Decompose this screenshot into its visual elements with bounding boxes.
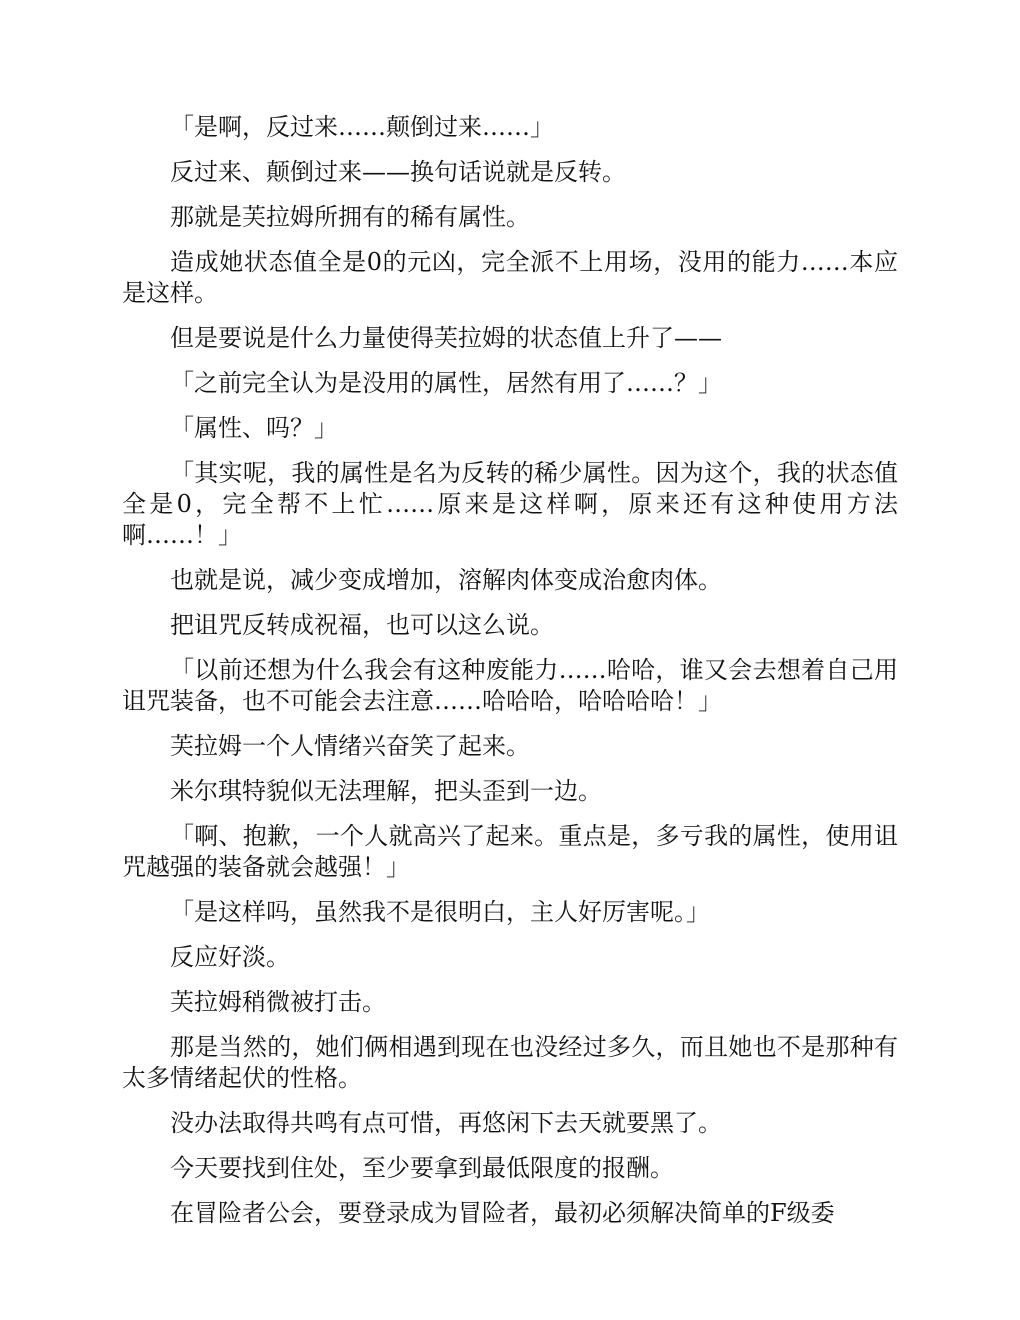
- paragraph: 米尔琪特貌似无法理解，把头歪到一边。: [170, 777, 602, 805]
- paragraph: 也就是说，减少变成增加，溶解肉体变成治愈肉体。: [170, 566, 722, 594]
- paragraph: 「其实呢，我的属性是名为反转的稀少属性。因为这个，我的状态值全是0，完全帮不上忙……原来是这样啊，原来还有这种使用方法啊……！」: [122, 459, 898, 549]
- paragraph: 芙拉姆一个人情绪兴奋笑了起来。: [170, 732, 530, 760]
- paragraph: 把诅咒反转成祝福，也可以这么说。: [170, 611, 554, 639]
- paragraph: 「之前完全认为是没用的属性，居然有用了……？」: [170, 369, 722, 397]
- paragraph: 没办法取得共鸣有点可惜，再悠闲下去天就要黑了。: [170, 1109, 722, 1137]
- paragraph: 造成她状态值全是0的元凶，完全派不上用场，没用的能力……本应是这样。: [122, 248, 898, 307]
- paragraph: 但是要说是什么力量使得芙拉姆的状态值上升了——: [170, 324, 722, 352]
- paragraph: 反应好淡。: [170, 943, 290, 971]
- paragraph: 反过来、颠倒过来——换句话说就是反转。: [170, 158, 626, 186]
- paragraph: 今天要找到住处，至少要拿到最低限度的报酬。: [170, 1154, 674, 1182]
- paragraph: 在冒险者公会，要登录成为冒险者，最初必须解决简单的F级委: [170, 1199, 835, 1227]
- paragraph: 「是啊，反过来……颠倒过来……」: [170, 113, 554, 141]
- paragraph: 「啊、抱歉，一个人就高兴了起来。重点是，多亏我的属性，使用诅咒越强的装备就会越强！」: [122, 822, 898, 881]
- paragraph: 「属性、吗？」: [170, 414, 338, 442]
- paragraph: 芙拉姆稍微被打击。: [170, 988, 386, 1016]
- paragraph: 那是当然的，她们俩相遇到现在也没经过多久，而且她也不是那种有太多情绪起伏的性格。: [122, 1033, 898, 1092]
- paragraph: 那就是芙拉姆所拥有的稀有属性。: [170, 203, 530, 231]
- body-text: [122, 112, 898, 1243]
- paragraph: 「以前还想为什么我会有这种废能力……哈哈，谁又会去想着自己用诅咒装备，也不可能会去注意……哈哈哈，哈哈哈哈！」: [122, 656, 898, 715]
- paragraph: 「是这样吗，虽然我不是很明白，主人好厉害呢。」: [170, 898, 710, 926]
